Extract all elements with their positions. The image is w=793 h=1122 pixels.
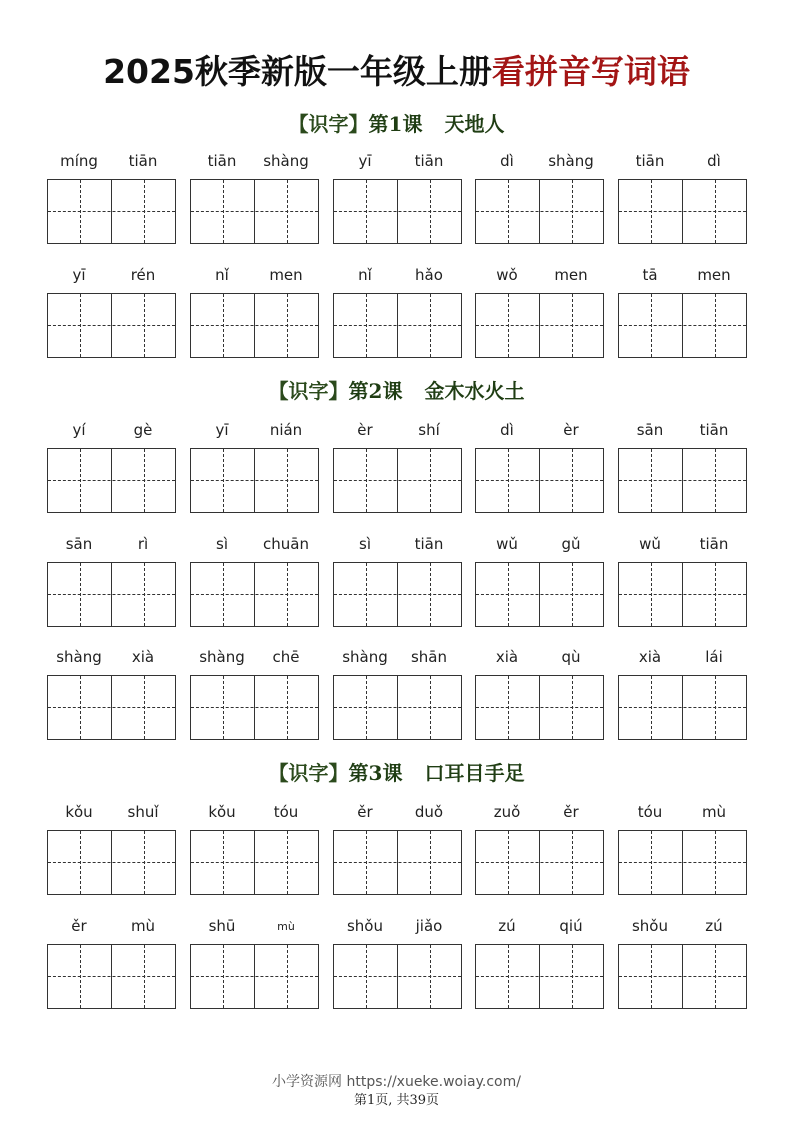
tianzige-writing-grid[interactable] (190, 562, 319, 627)
pinyin-syllable: wǔ (496, 535, 518, 553)
guide-line-vertical (287, 945, 288, 1008)
guide-line-vertical (651, 180, 652, 243)
guide-line-vertical (144, 831, 145, 894)
guide-line-vertical (651, 945, 652, 1008)
tianzige-writing-grid[interactable] (190, 830, 319, 895)
pinyin-syllable: kǒu (65, 803, 93, 821)
word-item (333, 535, 462, 630)
pinyin-syllable: èr (357, 421, 373, 439)
lesson-name: 口耳目手足 (424, 761, 525, 785)
guide-line-horizontal (191, 862, 318, 863)
pinyin-syllable: yī (215, 421, 229, 439)
tianzige-writing-grid[interactable] (475, 675, 604, 740)
tianzige-writing-grid[interactable] (333, 675, 462, 740)
tianzige-writing-grid[interactable] (47, 179, 176, 244)
pinyin-syllable: sān (65, 535, 93, 553)
tianzige-writing-grid[interactable] (475, 830, 604, 895)
guide-line-vertical (508, 945, 509, 1008)
guide-line-horizontal (191, 211, 318, 212)
word-item (190, 266, 319, 361)
pinyin-syllable: yī (72, 266, 86, 284)
guide-line-vertical (287, 449, 288, 512)
pinyin-syllable: tiān (414, 152, 444, 170)
guide-line-horizontal (191, 976, 318, 977)
pinyin-syllable: dì (500, 421, 514, 439)
word-item (618, 421, 747, 516)
guide-line-horizontal (334, 594, 461, 595)
word-item (333, 152, 462, 247)
guide-line-vertical (430, 676, 431, 739)
word-item (333, 917, 462, 1012)
pinyin-syllable: chuān (263, 535, 309, 553)
footer-page-number: 第1页, 共39页 (353, 1093, 440, 1108)
pinyin-syllable: sì (216, 535, 228, 553)
guide-line-horizontal (334, 211, 461, 212)
guide-line-vertical (80, 449, 81, 512)
tianzige-writing-grid[interactable] (47, 448, 176, 513)
word-item (475, 266, 604, 361)
tianzige-writing-grid[interactable] (47, 830, 176, 895)
pinyin-syllable: kǒu (208, 803, 236, 821)
pinyin-syllable: zuǒ (493, 803, 521, 821)
pinyin-syllable: shǒu (346, 917, 383, 935)
guide-line-vertical (572, 676, 573, 739)
word-item (47, 803, 176, 898)
guide-line-vertical (366, 449, 367, 512)
tianzige-writing-grid[interactable] (475, 179, 604, 244)
word-item (47, 917, 176, 1012)
word-item (618, 152, 747, 247)
guide-line-vertical (366, 294, 367, 357)
pinyin-syllable: nián (269, 421, 303, 439)
word-item (618, 803, 747, 898)
guide-line-vertical (715, 676, 716, 739)
lesson-heading (0, 375, 793, 404)
tianzige-writing-grid[interactable] (333, 448, 462, 513)
tianzige-writing-grid[interactable] (190, 448, 319, 513)
guide-line-vertical (508, 563, 509, 626)
word-item (333, 266, 462, 361)
pinyin-syllable: gǔ (561, 535, 581, 553)
guide-line-vertical (430, 831, 431, 894)
tianzige-writing-grid[interactable] (475, 448, 604, 513)
tianzige-writing-grid[interactable] (618, 448, 747, 513)
tianzige-writing-grid[interactable] (475, 562, 604, 627)
pinyin-syllable: lái (705, 648, 723, 666)
guide-line-vertical (144, 449, 145, 512)
guide-line-horizontal (476, 707, 603, 708)
pinyin-syllable: tiān (635, 152, 665, 170)
lesson-heading (0, 108, 793, 137)
tianzige-writing-grid[interactable] (333, 562, 462, 627)
pinyin-syllable: shàng (342, 648, 388, 666)
pinyin-syllable: shàng (548, 152, 594, 170)
guide-line-horizontal (476, 211, 603, 212)
word-item (47, 535, 176, 630)
word-item (475, 152, 604, 247)
pinyin-syllable: shàng (199, 648, 245, 666)
pinyin-syllable: zú (705, 917, 723, 935)
guide-line-horizontal (191, 594, 318, 595)
guide-line-vertical (715, 563, 716, 626)
pinyin-syllable: hǎo (415, 266, 443, 284)
guide-line-horizontal (48, 707, 175, 708)
word-item (618, 917, 747, 1012)
pinyin-syllable: sì (359, 535, 371, 553)
tianzige-writing-grid[interactable] (47, 562, 176, 627)
guide-line-vertical (366, 831, 367, 894)
guide-line-vertical (144, 563, 145, 626)
word-item (618, 648, 747, 743)
pinyin-syllable: yí (72, 421, 86, 439)
guide-line-vertical (508, 180, 509, 243)
guide-line-horizontal (191, 707, 318, 708)
guide-line-horizontal (334, 325, 461, 326)
pinyin-syllable: wǔ (639, 535, 661, 553)
pinyin-syllable: gè (133, 421, 153, 439)
guide-line-vertical (572, 831, 573, 894)
word-item (47, 648, 176, 743)
guide-line-horizontal (48, 594, 175, 595)
word-row (47, 803, 747, 898)
word-item (618, 535, 747, 630)
guide-line-vertical (715, 945, 716, 1008)
pinyin-syllable: nǐ (215, 266, 229, 284)
footer-site: 小学资源网 https://xueke.woiay.com/ (272, 1074, 521, 1090)
tianzige-writing-grid[interactable] (475, 944, 604, 1009)
guide-line-vertical (287, 294, 288, 357)
guide-line-vertical (144, 676, 145, 739)
pinyin-syllable: mù (277, 920, 295, 933)
guide-line-vertical (80, 180, 81, 243)
guide-line-vertical (80, 831, 81, 894)
guide-line-vertical (651, 563, 652, 626)
guide-line-vertical (572, 563, 573, 626)
pinyin-syllable: ěr (563, 803, 579, 821)
pinyin-syllable: tiān (699, 535, 729, 553)
pinyin-syllable: shuǐ (127, 803, 159, 821)
pinyin-syllable: shān (410, 648, 448, 666)
tianzige-writing-grid[interactable] (190, 675, 319, 740)
pinyin-syllable: shí (418, 421, 440, 439)
guide-line-vertical (651, 831, 652, 894)
word-item (618, 266, 747, 361)
pinyin-syllable: xià (638, 648, 662, 666)
word-item (47, 266, 176, 361)
word-row (47, 648, 747, 743)
guide-line-vertical (223, 945, 224, 1008)
guide-line-vertical (508, 676, 509, 739)
guide-line-vertical (287, 180, 288, 243)
guide-line-horizontal (619, 707, 746, 708)
tianzige-writing-grid[interactable] (47, 675, 176, 740)
guide-line-vertical (287, 676, 288, 739)
guide-line-vertical (144, 180, 145, 243)
pinyin-syllable: ěr (71, 917, 87, 935)
pinyin-syllable: yī (358, 152, 372, 170)
guide-line-vertical (430, 180, 431, 243)
guide-line-vertical (223, 676, 224, 739)
guide-line-vertical (715, 449, 716, 512)
pinyin-syllable: mù (130, 917, 156, 935)
guide-line-vertical (430, 294, 431, 357)
guide-line-vertical (223, 294, 224, 357)
pinyin-syllable: míng (60, 152, 98, 170)
word-item (333, 648, 462, 743)
guide-line-vertical (223, 180, 224, 243)
word-item (47, 152, 176, 247)
word-item (333, 803, 462, 898)
guide-line-horizontal (48, 976, 175, 977)
title-black: 2025秋季新版一年级上册 (103, 52, 492, 91)
guide-line-vertical (651, 294, 652, 357)
pinyin-syllable: nǐ (358, 266, 372, 284)
pinyin-syllable: shū (208, 917, 236, 935)
word-item (190, 535, 319, 630)
tianzige-writing-grid[interactable] (618, 293, 747, 358)
guide-line-vertical (715, 831, 716, 894)
pinyin-syllable: men (269, 266, 303, 284)
word-item (475, 535, 604, 630)
guide-line-vertical (80, 676, 81, 739)
guide-line-horizontal (191, 325, 318, 326)
guide-line-vertical (366, 945, 367, 1008)
lesson-tag: 【识字】 (268, 379, 349, 403)
lesson-number: 第1课 (368, 112, 423, 136)
guide-line-vertical (80, 563, 81, 626)
guide-line-horizontal (476, 594, 603, 595)
lesson-tag: 【识字】 (268, 761, 349, 785)
word-item (475, 917, 604, 1012)
word-row (47, 535, 747, 630)
guide-line-horizontal (619, 862, 746, 863)
pinyin-syllable: zú (498, 917, 516, 935)
word-item (190, 648, 319, 743)
guide-line-vertical (572, 449, 573, 512)
pinyin-syllable: chē (272, 648, 300, 666)
guide-line-vertical (508, 449, 509, 512)
lesson-heading (0, 757, 793, 786)
guide-line-vertical (223, 449, 224, 512)
word-item (47, 421, 176, 516)
guide-line-horizontal (619, 594, 746, 595)
page-title (0, 46, 793, 93)
guide-line-vertical (572, 945, 573, 1008)
guide-line-vertical (80, 294, 81, 357)
word-item (190, 421, 319, 516)
pinyin-syllable: xià (131, 648, 155, 666)
guide-line-vertical (223, 831, 224, 894)
guide-line-vertical (287, 831, 288, 894)
word-item (333, 421, 462, 516)
tianzige-writing-grid[interactable] (618, 830, 747, 895)
tianzige-writing-grid[interactable] (47, 293, 176, 358)
word-item (475, 803, 604, 898)
pinyin-syllable: ěr (357, 803, 373, 821)
pinyin-syllable: men (554, 266, 588, 284)
pinyin-syllable: xià (495, 648, 519, 666)
guide-line-vertical (144, 294, 145, 357)
guide-line-vertical (430, 563, 431, 626)
pinyin-syllable: èr (563, 421, 579, 439)
guide-line-vertical (651, 449, 652, 512)
guide-line-vertical (366, 676, 367, 739)
pinyin-syllable: tiān (414, 535, 444, 553)
guide-line-vertical (223, 563, 224, 626)
word-row (47, 152, 747, 247)
guide-line-vertical (287, 563, 288, 626)
guide-line-horizontal (476, 480, 603, 481)
lesson-tag: 【识字】 (288, 112, 369, 136)
pinyin-syllable: tiān (128, 152, 158, 170)
guide-line-horizontal (334, 862, 461, 863)
pinyin-syllable: shǒu (631, 917, 668, 935)
pinyin-syllable: rén (130, 266, 156, 284)
tianzige-writing-grid[interactable] (618, 562, 747, 627)
tianzige-writing-grid[interactable] (618, 179, 747, 244)
guide-line-horizontal (619, 480, 746, 481)
lesson-name: 金木水火土 (424, 379, 525, 403)
word-row (47, 917, 747, 1012)
lesson-name: 天地人 (444, 112, 505, 136)
guide-line-vertical (144, 945, 145, 1008)
guide-line-horizontal (619, 211, 746, 212)
lesson-number: 第3课 (348, 761, 403, 785)
guide-line-horizontal (48, 862, 175, 863)
pinyin-syllable: men (697, 266, 731, 284)
guide-line-vertical (715, 294, 716, 357)
pinyin-syllable: tā (642, 266, 658, 284)
guide-line-horizontal (191, 480, 318, 481)
word-item (190, 152, 319, 247)
tianzige-writing-grid[interactable] (190, 293, 319, 358)
pinyin-syllable: tiān (699, 421, 729, 439)
pinyin-syllable: duǒ (414, 803, 444, 821)
tianzige-writing-grid[interactable] (618, 944, 747, 1009)
tianzige-writing-grid[interactable] (190, 944, 319, 1009)
guide-line-horizontal (48, 325, 175, 326)
pinyin-syllable: rì (137, 535, 149, 553)
pinyin-syllable: dì (500, 152, 514, 170)
pinyin-syllable: qù (561, 648, 581, 666)
guide-line-vertical (366, 563, 367, 626)
lesson-number: 第2课 (348, 379, 403, 403)
tianzige-writing-grid[interactable] (333, 830, 462, 895)
guide-line-horizontal (334, 707, 461, 708)
tianzige-writing-grid[interactable] (475, 293, 604, 358)
pinyin-syllable: sān (636, 421, 664, 439)
pinyin-syllable: mù (701, 803, 727, 821)
guide-line-horizontal (619, 976, 746, 977)
pinyin-syllable: shàng (56, 648, 102, 666)
guide-line-horizontal (48, 211, 175, 212)
word-item (475, 648, 604, 743)
guide-line-vertical (572, 180, 573, 243)
guide-line-vertical (366, 180, 367, 243)
guide-line-vertical (430, 449, 431, 512)
tianzige-writing-grid[interactable] (47, 944, 176, 1009)
word-item (190, 803, 319, 898)
pinyin-syllable: dì (707, 152, 721, 170)
guide-line-horizontal (334, 480, 461, 481)
pinyin-syllable: tóu (273, 803, 299, 821)
pinyin-syllable: wǒ (496, 266, 518, 284)
pinyin-syllable: tóu (637, 803, 663, 821)
guide-line-horizontal (476, 976, 603, 977)
pinyin-syllable: jiǎo (415, 917, 443, 935)
guide-line-vertical (572, 294, 573, 357)
tianzige-writing-grid[interactable] (333, 179, 462, 244)
word-item (190, 917, 319, 1012)
title-red: 看拼音写词语 (491, 52, 690, 91)
tianzige-writing-grid[interactable] (190, 179, 319, 244)
guide-line-vertical (715, 180, 716, 243)
tianzige-writing-grid[interactable] (333, 944, 462, 1009)
word-item (475, 421, 604, 516)
guide-line-vertical (80, 945, 81, 1008)
word-row (47, 421, 747, 516)
guide-line-horizontal (476, 862, 603, 863)
guide-line-vertical (651, 676, 652, 739)
pinyin-syllable: qiú (559, 917, 583, 935)
tianzige-writing-grid[interactable] (618, 675, 747, 740)
pinyin-syllable: tiān (207, 152, 237, 170)
guide-line-horizontal (334, 976, 461, 977)
word-row (47, 266, 747, 361)
guide-line-vertical (508, 294, 509, 357)
guide-line-vertical (430, 945, 431, 1008)
guide-line-horizontal (48, 480, 175, 481)
pinyin-syllable: shàng (263, 152, 309, 170)
tianzige-writing-grid[interactable] (333, 293, 462, 358)
guide-line-vertical (508, 831, 509, 894)
guide-line-horizontal (476, 325, 603, 326)
guide-line-horizontal (619, 325, 746, 326)
